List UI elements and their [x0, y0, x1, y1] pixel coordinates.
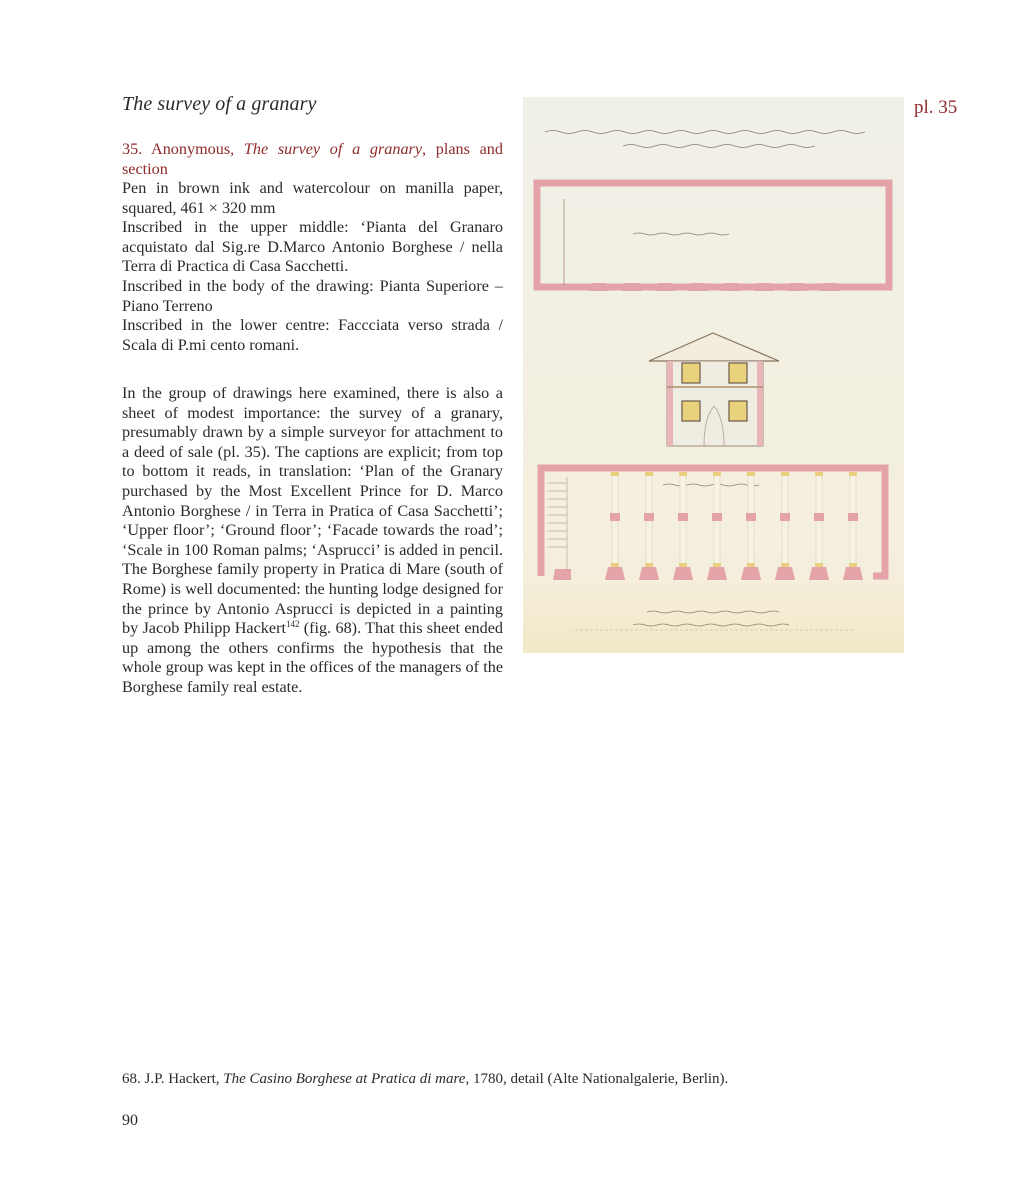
catalogue-entry-details — [122, 179, 503, 355]
upper-plan-pier — [589, 283, 609, 291]
body-paragraph-text — [122, 384, 503, 698]
caption-suffix: , 1780, detail (Alte Nationalgalerie, Berlin). — [465, 1071, 729, 1087]
entry-inscription-body: Inscribed in the body of the drawing: Pianta Superiore – Piano Terreno — [122, 276, 503, 315]
entry-number: 35. Anonymous, — [122, 140, 244, 158]
upper-plan-pier — [754, 283, 774, 291]
upper-plan-pier — [787, 283, 807, 291]
ground-floor-wall-end — [553, 569, 571, 580]
entry-title-suffix: , plans and section — [122, 140, 503, 178]
caption-title: The Casino Borghese at Pratica di mare — [223, 1071, 466, 1087]
page-number: 90 — [122, 1112, 138, 1129]
figure-caption — [122, 1071, 728, 1088]
upper-plan-pier — [655, 283, 675, 291]
entry-inscription-lower: Inscribed in the lower centre: Faccciata verso strada / Scala di P.mi cento romani. — [122, 316, 503, 354]
body-text-main: In the group of drawings here examined, there is also a sheet of modest importance: the survey of a granary, presumably drawn by a simple surveyor for attachment to a deed of sale (pl. 35). The captions are explicit; from top to bottom it reads, in translation: ‘Plan of the Granary purchased by the Most Excellent Prince for D. Marco Antonio Borghese / in Terra in Pratica of Casa Sacchetti’; ‘Upper floor’; ‘Ground floor’; ‘Facade towards the road’; ‘Scale in 100 Roman palms; ‘Asprucci’ is added in pencil. The Borghese family property in Pratica di Mare (south of Rome) is well documented: the hunting lodge designed for the prince by Antonio Asprucci is depicted in a painting by Jacob Philipp Hackert — [122, 384, 503, 638]
elevation-window — [729, 363, 747, 383]
plate-figure — [523, 97, 904, 653]
elevation-pilaster-right — [757, 361, 763, 446]
body-text-end: (fig. 68). That this sheet ended up among the others confirms the hypothesis that the whole group was kept in the offices of the managers of the Borghese family real estate. — [122, 619, 504, 696]
plate-label: pl. 35 — [914, 97, 958, 118]
upper-plan-pier — [820, 283, 840, 291]
catalogue-entry-heading — [122, 140, 503, 179]
running-title: The survey of a granary — [122, 93, 317, 115]
upper-plan-pier — [721, 283, 741, 291]
upper-plan-pier — [622, 283, 642, 291]
entry-medium: Pen in brown ink and watercolour on manilla paper, squared, 461 × 320 mm — [122, 179, 503, 217]
elevation-pilaster-left — [667, 361, 673, 446]
body-paragraph — [122, 384, 503, 698]
elevation-window — [682, 401, 700, 421]
entry-inscription-upper: Inscribed in the upper middle: ‘Pianta del Granaro acquistato dal Sig.re D.Marco Antonio Borghese / nella Terra di Practica di Casa Sacchetti. — [122, 218, 503, 276]
caption-prefix: 68. J.P. Hackert, — [122, 1071, 224, 1087]
granary-survey-drawing — [523, 97, 904, 653]
footnote-reference[interactable]: 142 — [285, 619, 300, 630]
elevation-window — [682, 363, 700, 383]
upper-plan-pier — [688, 283, 708, 291]
entry-title: The survey of a granary — [243, 140, 423, 158]
elevation-window — [729, 401, 747, 421]
